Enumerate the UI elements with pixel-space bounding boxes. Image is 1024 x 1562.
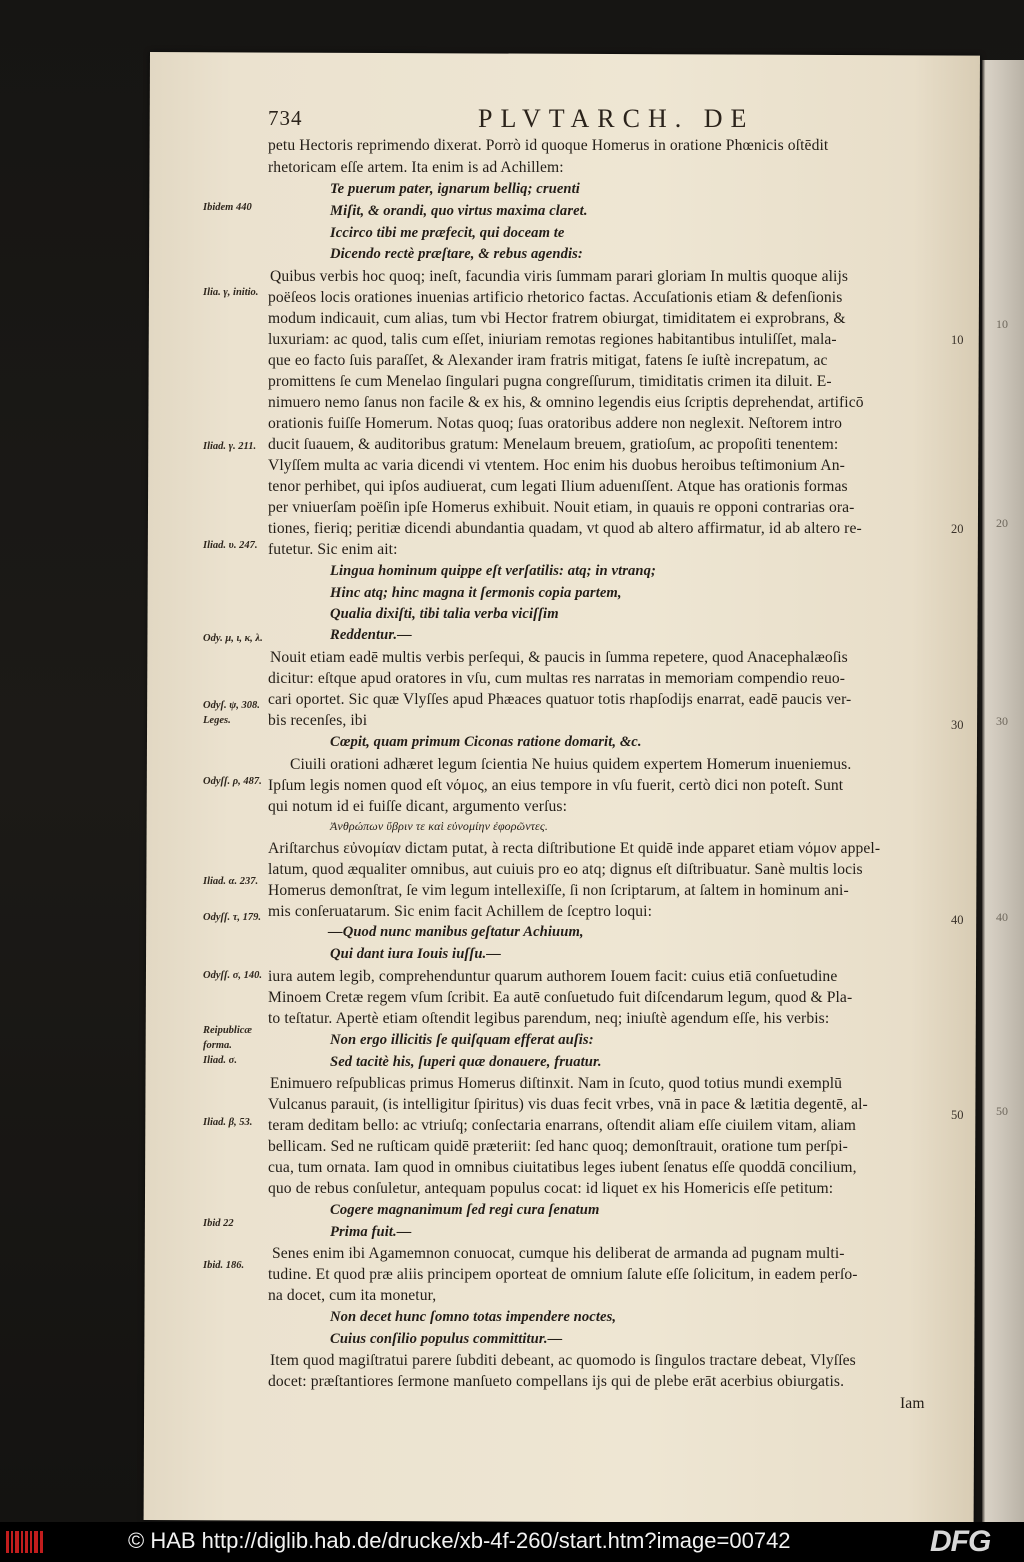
next-page-line-number: 20 <box>996 516 1008 530</box>
text-line: iura autem legib, comprehenduntur quarum authorem Iouem facit: cuius etiā conſuetudine <box>268 968 838 985</box>
text-line: ducit ſuauem, & auditoribus gratum: Menelaum breuem, gratioſum, ac propoſiti tenentem: <box>268 436 839 453</box>
page-number: 734 <box>268 106 303 130</box>
text-line: qui notum id ei fuiſſe dicant, argumento verſus: <box>268 798 568 815</box>
verse-line: Cœpit, quam primum Ciconas ratione domarit, &c. <box>330 734 642 750</box>
margin-note: Ibid. 186. <box>203 1260 245 1271</box>
text-line: Minoem Cretæ regem vſum ſcribit. Ea autē conſuetudo fuit diſcendarum legum, quod & Pla- <box>268 989 853 1006</box>
margin-note: Odyſſ. σ, 140. <box>203 970 263 981</box>
text-line: latum, quod æqualiter omnibus, aut cuiuis pro eo atq; dignus eſt diſtribuatur. Sanè multis locis <box>268 861 863 878</box>
verse-line: Cogere magnanimum ſed regi cura ſenatum <box>330 1202 600 1218</box>
text-line: tiones, fieriq; peritiæ dicendi abundantia quadam, vt quod ab altero affirmatur, id ab altero re- <box>268 520 862 537</box>
line-number: 40 <box>951 913 964 927</box>
next-page-line-number: 10 <box>996 317 1008 331</box>
text-line: per vniuerſam poëſin ipſe Homerus exhibuit. Nouit etiam, in quauis re opponi contrarias ora- <box>268 499 855 516</box>
text-line: quo de rebus conſuletur, antequam populus cocat: id liquet ex his Homericis eſſe petitum: <box>268 1180 834 1197</box>
verse-line: —Quod nunc manibus geſtatur Achiuum, <box>328 924 584 940</box>
margin-note: Odyſ. ψ, 308. <box>203 700 260 711</box>
margin-note: Ody. μ, ι, κ, λ. <box>203 633 263 644</box>
text-line: promittens ſe cum Menelao ſingulari pugna congreſſurum, timiditatis crimen ita diluit. E- <box>268 373 832 390</box>
verse-line: Sed tacitè his, ſuperi quæ donauere, fruatur. <box>330 1054 602 1070</box>
verse-line: Miſit, & orandi, quo virtus maxima claret. <box>330 203 588 219</box>
credit-text: © HAB http://diglib.hab.de/drucke/xb-4f-260/start.htm?image=00742 <box>128 1528 791 1553</box>
text-line: Enimuero reſpublicas primus Homerus diſtinxit. Nam in ſcuto, quod totius mundi exemplū <box>270 1075 843 1092</box>
verse-line: Reddentur.— <box>330 627 412 643</box>
margin-note: Ilia. γ, initio. <box>203 287 259 298</box>
text-line: Quibus verbis hoc quoq; ineſt, facundia viris ſummam parari gloriam In multis quoque alijs <box>270 268 849 285</box>
text-line: Homerus demonſtrat, ſe vim legum intellexiſſe, ſi non ſcriptarum, at ſaltem in hominum ani- <box>268 882 849 899</box>
margin-note: Iliad. υ. 247. <box>203 540 258 551</box>
text-line: bellicam. Sed ne ruſticam quidē præteriit: ſed hanc quoq; demonſtrauit, oratione tum perſpi- <box>268 1138 848 1155</box>
text-line: teram deditam bello: ac vtriuſq; conſectaria enarrans, oſtendit aliam eſſe ciuilem vitam, aliam <box>268 1117 856 1134</box>
text-line: bis recenſes, ibi <box>268 712 368 729</box>
text-line: que eo facto ſuis paraſſet, & Alexander iram fratris mitigat, fatens ſe iuſtè increpatum, ac <box>268 352 828 369</box>
text-line: Ipſum legis nomen quod eſt νόμος, an eius tempore in vſu fuerit, certò dici non poteſt. Sunt <box>268 777 844 794</box>
margin-note: Odyſſ. ρ, 487. <box>203 776 262 787</box>
text-line: poëſeos locis orationes inuenias artificio rhetorico factas. Accuſationis etiam & defenſionis <box>268 289 843 306</box>
text-line: Ariſtarchus εὐνομίαν dictam putat, à recta diſtributione Et quidē inde apparet etiam νόμον appel- <box>268 840 881 857</box>
margin-note: Reipublicæ <box>203 1025 252 1036</box>
running-head <box>268 104 968 138</box>
text-line: Item quod magiſtratui parere ſubditi debeant, ac quomodo is ſingulos tractare debeat, Vlyſſes <box>270 1352 856 1369</box>
text-line: Ἀνθρώπων ὕβριν τε καὶ εὐνομίην ἐφορῶντες. <box>330 819 548 833</box>
verse-line: Cuius conſilio populus committitur.— <box>330 1331 563 1347</box>
text-line: docet: præſtantiores ſermone manſueto compellans ijs qui de plebe erāt acerbius obiurgatis. <box>268 1373 845 1390</box>
text-line: futetur. Sic enim ait: <box>268 541 398 558</box>
text-line: Nouit etiam eadē multis verbis perſequi, & paucis in ſumma repetere, quod Anacephalæoſis <box>270 649 848 666</box>
margin-note: Ibid 22 <box>203 1218 234 1229</box>
margin-note: Iliad. α. 237. <box>203 876 259 887</box>
text-line: tudine. Et quod præ aliis principem oporteat de omnium ſalute eſſe ſolicitum, in eadem perſo- <box>268 1266 858 1283</box>
text-line: dicitur: eſtque apud oratores in vſu, cum multas res narratas in memoriam compendio reuo- <box>268 670 846 687</box>
margin-note: Iliad. β, 53. <box>203 1117 253 1128</box>
footer-bar <box>0 1522 1024 1562</box>
verse-line: Prima fuit.— <box>330 1224 412 1240</box>
text-line: Vlyſſem multa ac varia dicendi vi vtentem. Hoc enim his duobus heroibus teſtimonium An- <box>268 457 845 474</box>
verse-line: Iccirco tibi me præfecit, qui doceam te <box>330 225 565 241</box>
text-line: cari oportet. Sic quæ Vlyſſes apud Phæaces quatuor totis rhapſodijs enarrat, eadē paucis ver- <box>268 691 852 708</box>
text-line: rhetoricam eſſe artem. Ita enim is ad Achillem: <box>268 159 564 176</box>
running-title: PLVTARCH. DE <box>478 104 755 133</box>
margin-note: Iliad. γ. 211. <box>203 441 257 452</box>
line-number: 10 <box>951 333 964 347</box>
margin-note: Leges. <box>203 715 231 726</box>
line-number: 30 <box>951 718 964 732</box>
text-line: mis conſeruatarum. Sic enim facit Achillem de ſceptro loqui: <box>268 903 653 920</box>
text-line: modum indicauit, cum alias, tum vbi Hector fratrem obiurgat, timiditatem ei exprobrans, & <box>268 310 846 327</box>
dfg-logo: DFG <box>930 1525 991 1558</box>
verse-line: Non ergo illicitis ſe quiſquam efferat auſis: <box>330 1032 594 1048</box>
verse-line: Te puerum pater, ignarum belliq; cruenti <box>330 181 580 197</box>
margin-note: Iliad. σ. <box>203 1055 237 1066</box>
margin-note: forma. <box>203 1040 232 1051</box>
library-barcode-icon <box>6 1531 44 1553</box>
text-line: cua, tum ornata. Iam quod in omnibus ciuitatibus leges iubent ſenatus eſſe quoddā concilium, <box>268 1159 857 1176</box>
next-page-line-number: 50 <box>996 1104 1008 1118</box>
next-page-line-number: 30 <box>996 714 1008 728</box>
verse-line: Non decet hunc ſomno totas impendere noctes, <box>330 1309 617 1325</box>
margin-note: Ibidem 440 <box>203 202 252 213</box>
text-line: nimuero nemo ſanus non facile & ex his, & omnino legendis eius ſcriptis deprehendat, artificō <box>268 394 864 411</box>
next-page-edge <box>982 60 1024 1522</box>
text-line: Ciuili orationi adhæret legum ſcientia Ne huius quidem expertem Homerum inueniemus. <box>290 756 852 773</box>
line-number: 50 <box>951 1108 964 1122</box>
text-line: Vulcanus parauit, (is intelligitur ſpiritus) vis duas fecit vrbes, vnā in pace & lætitia degentē, al- <box>268 1096 868 1113</box>
text-line: petu Hectoris reprimendo dixerat. Porrò id quoque Homerus in oratione Phœnicis oſtēdit <box>268 137 829 154</box>
text-line: tenor perhibet, qui ipſos audiuerat, cum legati Ilium aduenıſſent. Atque has orationis formas <box>268 478 848 495</box>
text-line: na docet, cum ita monetur, <box>268 1287 437 1304</box>
text-line: luxuriam: ac quod, talis cum eſſet, iniuriam remotas regiones habitantibus intuliſſet, mala- <box>268 331 837 348</box>
verse-line: Hinc atq; hinc magna it ſermonis copia partem, <box>330 585 622 601</box>
text-line: to teſtatur. Apertè etiam oſtendit legibus parendum, neq; iniuſtè agendum eſſe, his verbis: <box>268 1010 830 1027</box>
catchword: Iam <box>900 1395 925 1412</box>
text-line: Senes enim ibi Agamemnon conuocat, cumque his deliberat de armanda ad pugnam multi- <box>272 1245 845 1262</box>
text-line: orationis fuiſſe Homerum. Notas quoq; ſuas oratoribus addere non neglexit. Neſtorem intro <box>268 415 843 432</box>
verse-line: Qualia dixiſti, tibi talia verba viciſſim <box>330 606 559 622</box>
verse-line: Qui dant iura Iouis iuſſu.— <box>330 946 501 962</box>
next-page-line-number: 40 <box>996 910 1008 924</box>
line-number: 20 <box>951 522 964 536</box>
verse-line: Lingua hominum quippe eſt verſatilis: atq; in vtranq; <box>330 563 656 579</box>
verse-line: Dicendo rectè præſtare, & rebus agendis: <box>330 246 583 262</box>
margin-note: Odyſſ. τ, 179. <box>203 912 262 923</box>
